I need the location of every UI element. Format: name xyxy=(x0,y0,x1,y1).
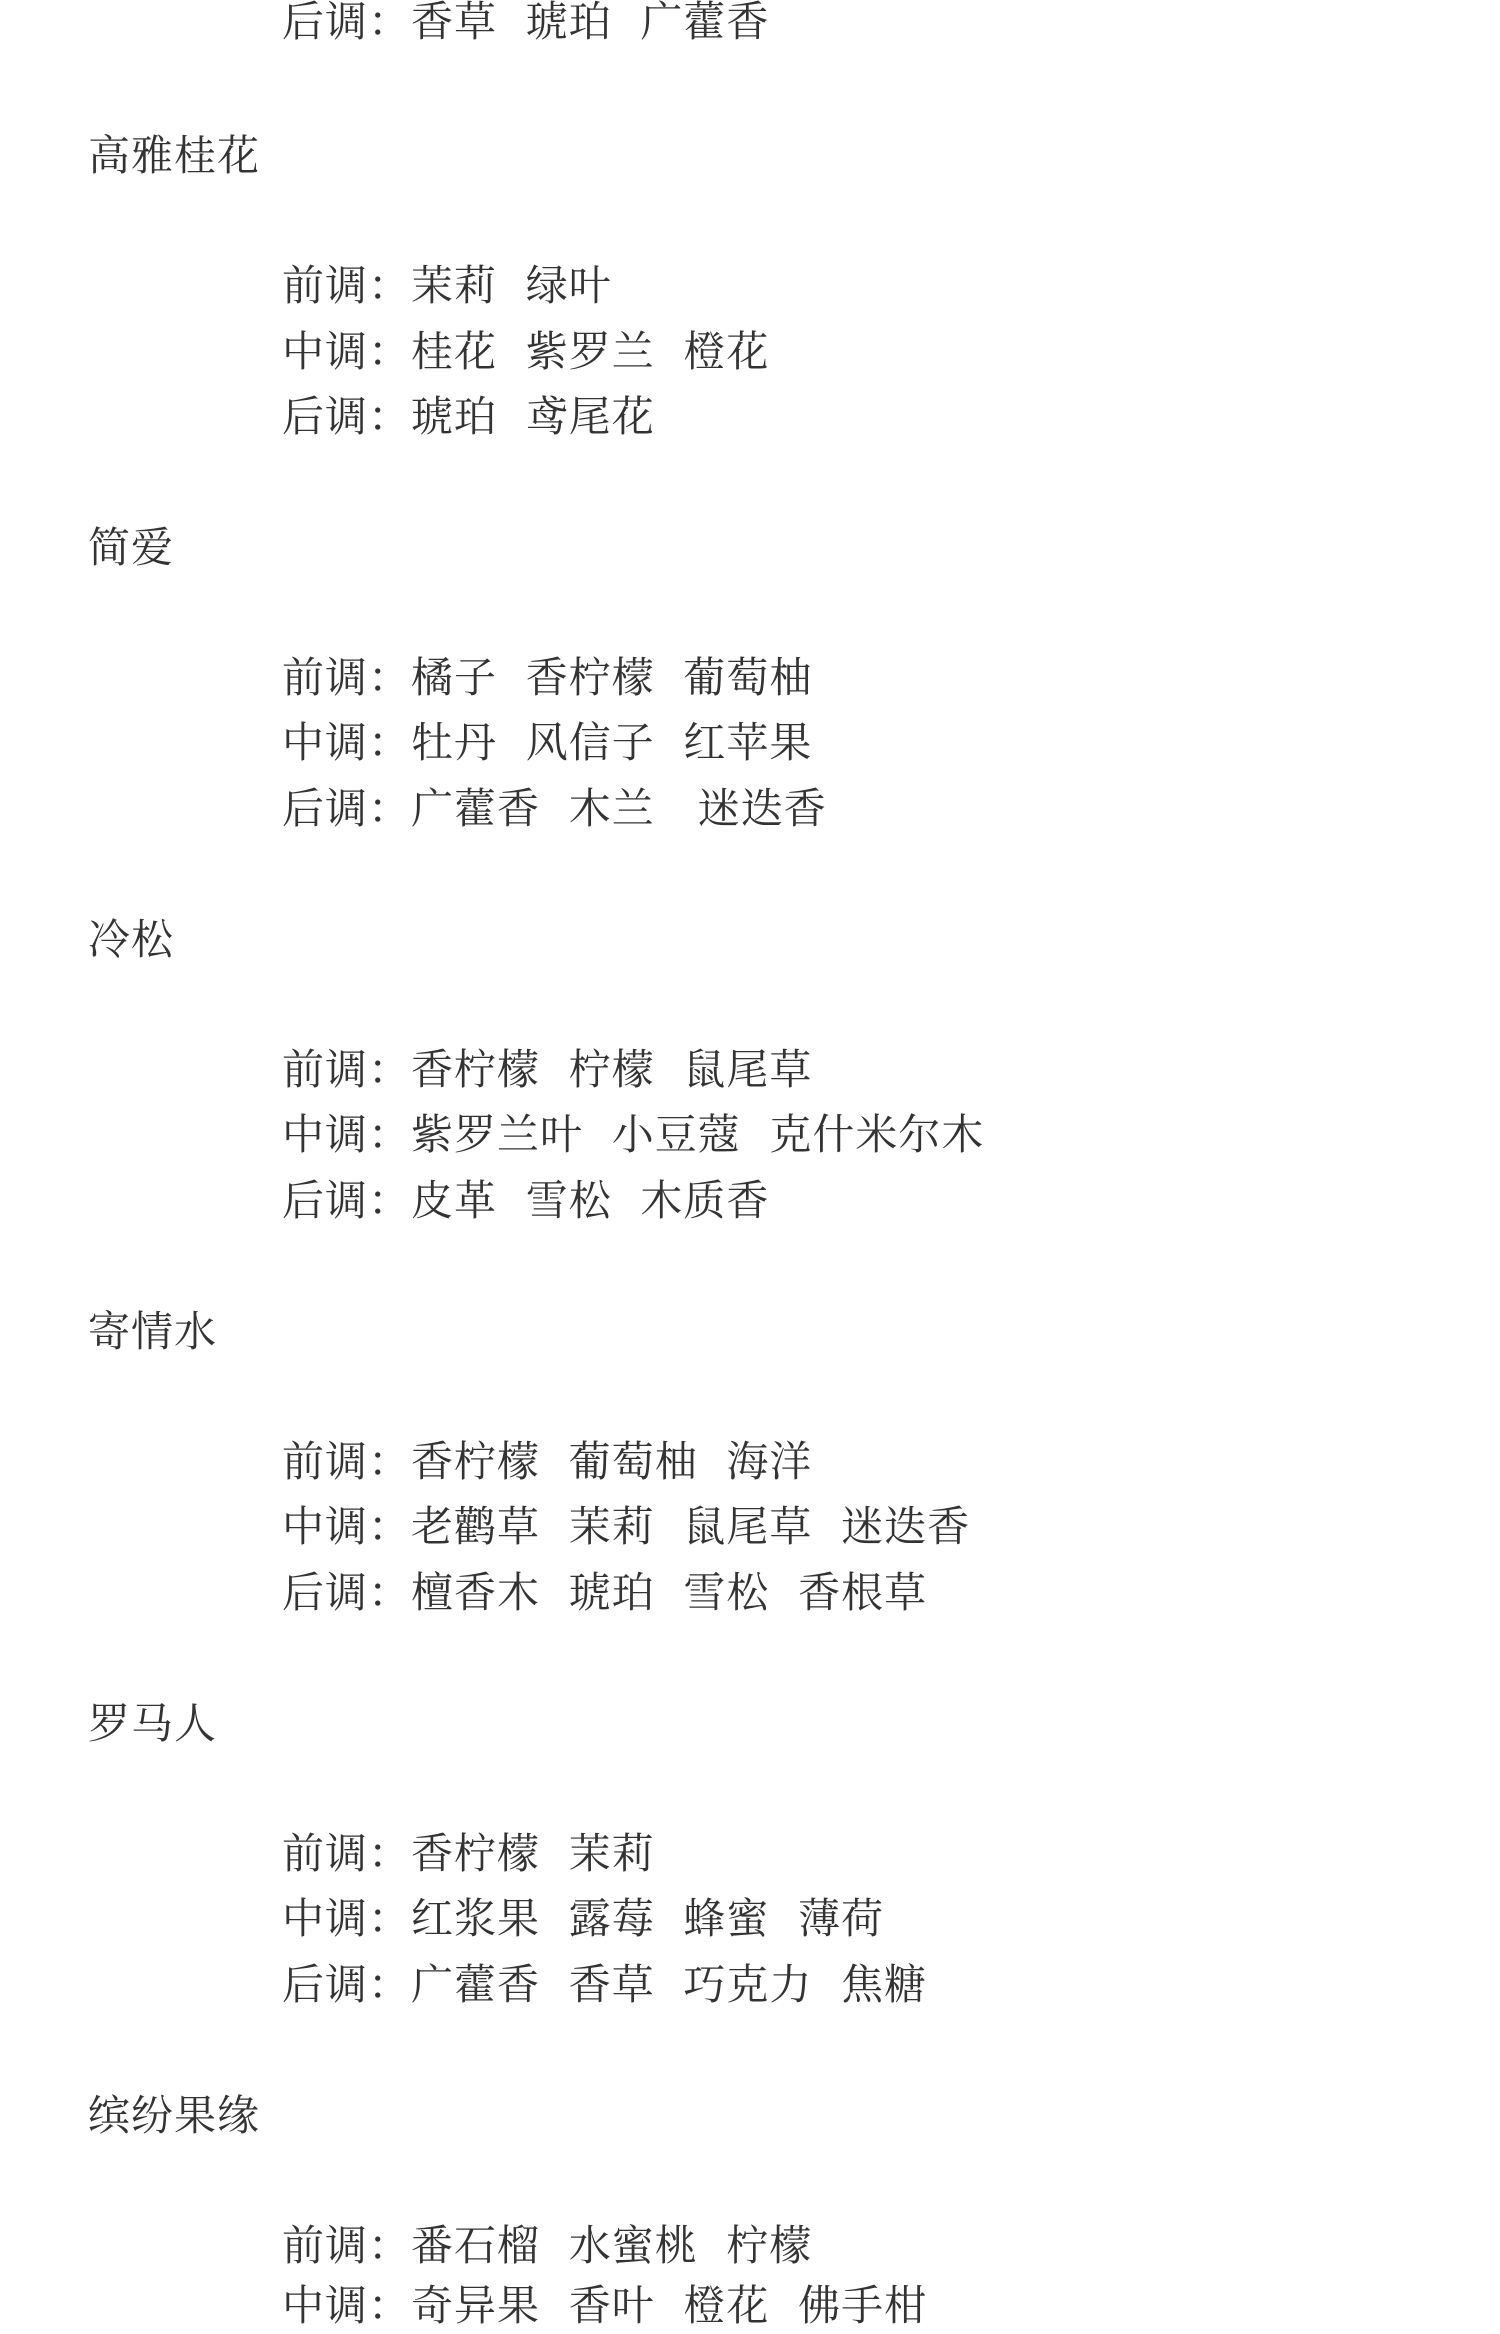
note-line: 后调：皮革 雪松 木质香 xyxy=(282,1176,770,1225)
note-line: 前调：橘子 香柠檬 葡萄柚 xyxy=(282,653,813,702)
perfume-name: 缤纷果缘 xyxy=(88,2091,261,2140)
perfume-name: 简爱 xyxy=(88,523,175,572)
perfume-name: 寄情水 xyxy=(88,1307,218,1356)
note-line: 中调：牡丹 风信子 红苹果 xyxy=(282,718,813,767)
note-line: 后调：香草 琥珀 广藿香 xyxy=(282,0,770,46)
note-line: 中调：红浆果 露莓 蜂蜜 薄荷 xyxy=(282,1894,885,1943)
perfume-name: 高雅桂花 xyxy=(88,131,261,180)
note-line: 中调：桂花 紫罗兰 橙花 xyxy=(282,327,770,376)
perfume-name: 罗马人 xyxy=(88,1699,218,1748)
note-line: 后调：广藿香 木兰 迷迭香 xyxy=(282,784,827,833)
note-line: 前调：番石榴 水蜜桃 柠檬 xyxy=(282,2221,813,2270)
note-line: 中调：奇异果 香叶 橙花 佛手柑 xyxy=(282,2281,928,2330)
note-line: 中调：紫罗兰叶 小豆蔻 克什米尔木 xyxy=(282,1110,985,1159)
note-line: 后调：檀香木 琥珀 雪松 香根草 xyxy=(282,1568,928,1617)
note-line: 前调：茉莉 绿叶 xyxy=(282,261,612,310)
note-line: 后调：广藿香 香草 巧克力 焦糖 xyxy=(282,1960,928,2009)
note-line: 前调：香柠檬 葡萄柚 海洋 xyxy=(282,1437,813,1486)
note-line: 前调：香柠檬 柠檬 鼠尾草 xyxy=(282,1045,813,1094)
note-line: 后调：琥珀 鸢尾花 xyxy=(282,392,655,441)
perfume-name: 冷松 xyxy=(88,915,175,964)
note-line: 前调：香柠檬 茉莉 xyxy=(282,1829,655,1878)
note-line: 中调：老鹳草 茉莉 鼠尾草 迷迭香 xyxy=(282,1502,971,1551)
